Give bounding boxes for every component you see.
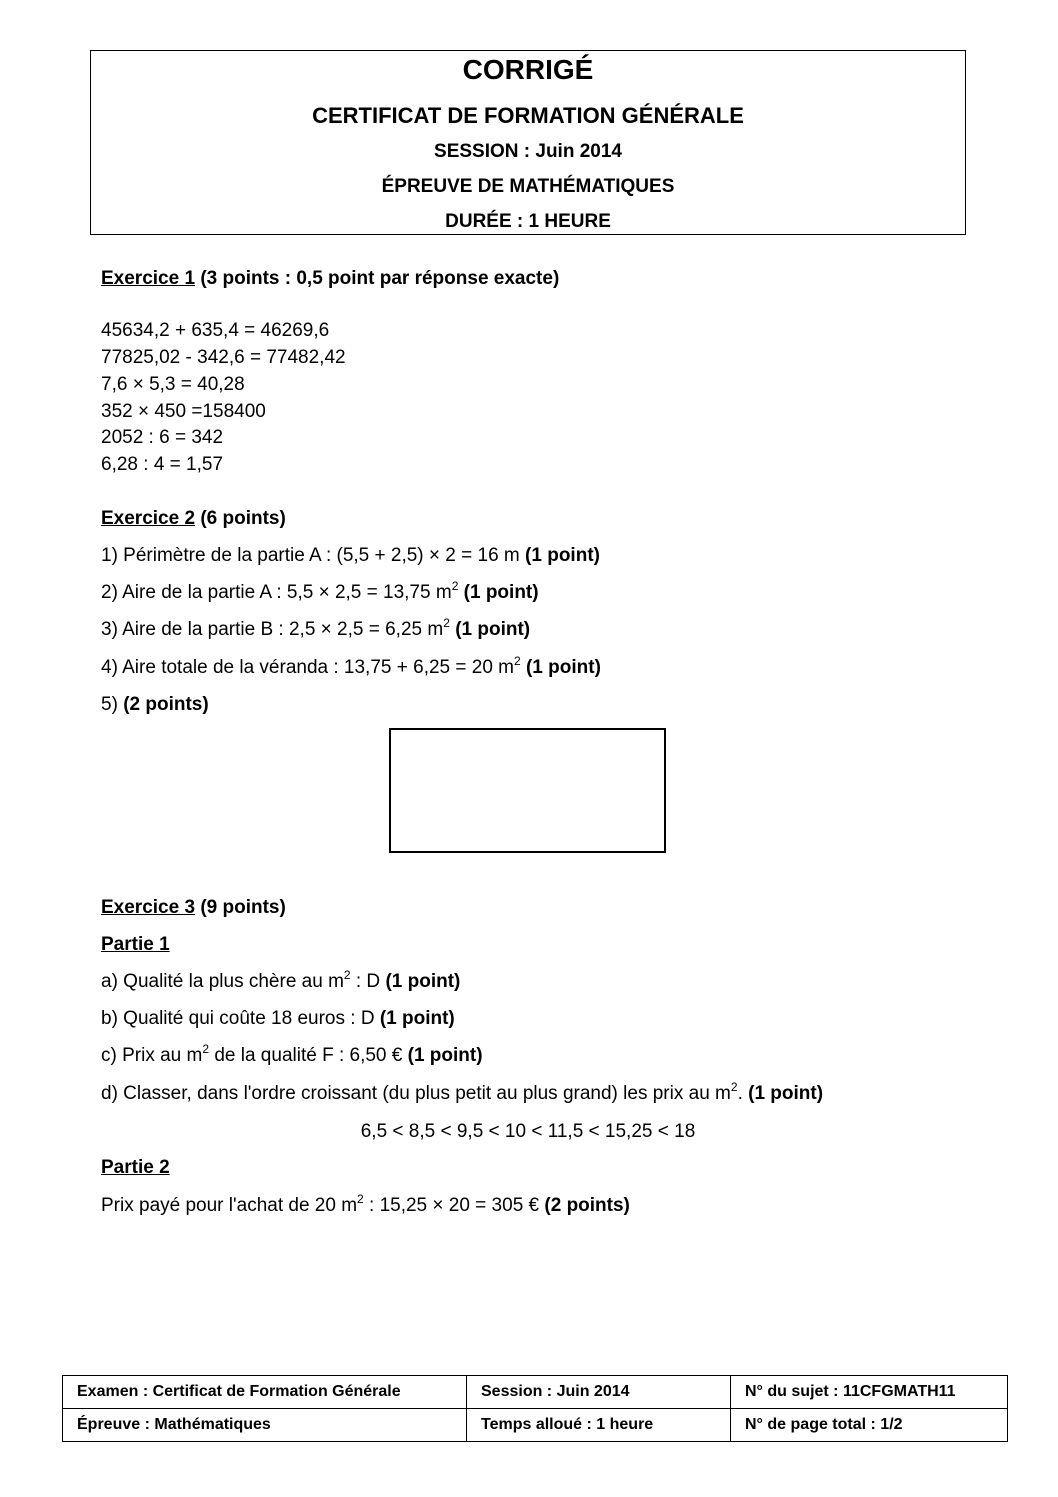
ex3-b-points: (1 point) bbox=[379, 1008, 455, 1029]
ex3-p2 bbox=[101, 1192, 630, 1217]
ex3-p2-points: (2 points) bbox=[544, 1195, 630, 1216]
ex3-c-sup: 2 bbox=[202, 1042, 210, 1056]
ex2-q1-text: 1) Périmètre de la partie A : (5,5 + 2,5) × 2 = 16 m bbox=[101, 545, 520, 566]
ex3-c bbox=[101, 1042, 483, 1067]
ex2-q3-sup: 2 bbox=[443, 616, 450, 630]
ex3-c-pre: c) Prix au m bbox=[101, 1045, 203, 1066]
duree-label: DURÉE : 1 HEURE bbox=[445, 211, 611, 232]
ex2-q2-points: (1 point) bbox=[463, 582, 539, 603]
page-title: CORRIGÉ bbox=[462, 54, 594, 85]
ex3-title: Exercice 3 bbox=[101, 897, 196, 918]
ex1-line-1: 45634,2 + 635,4 = 46269,6 bbox=[101, 320, 330, 341]
ex3-order: 6,5 < 8,5 < 9,5 < 10 < 11,5 < 15,25 < 18 bbox=[360, 1121, 696, 1142]
certificate-title: CERTIFICAT DE FORMATION GÉNÉRALE bbox=[312, 103, 744, 128]
ex2-q4-text: 4) Aire totale de la véranda : 13,75 + 6,25 = 20 m bbox=[101, 657, 514, 678]
ex3-d bbox=[101, 1080, 824, 1105]
footer-examen: Examen : Certificat de Formation Générale bbox=[63, 1376, 467, 1409]
ex2-q2-text: 2) Aire de la partie A : 5,5 × 2,5 = 13,75 m bbox=[101, 582, 452, 603]
rectangle-drawing bbox=[389, 728, 666, 853]
ex2-q1-points: (1 point) bbox=[525, 545, 600, 566]
ex3-d-post: . bbox=[737, 1083, 743, 1104]
ex1-line-3: 7,6 × 5,3 = 40,28 bbox=[101, 374, 245, 395]
ex3-heading bbox=[101, 897, 286, 919]
session-label: SESSION : Juin 2014 bbox=[434, 141, 622, 162]
ex1-heading bbox=[101, 268, 559, 290]
footer-session: Session : Juin 2014 bbox=[467, 1376, 731, 1409]
footer-sujet: N° du sujet : 11CFGMATH11 bbox=[731, 1376, 1008, 1409]
ex3-b-text: b) Qualité qui coûte 18 euros : D bbox=[101, 1008, 375, 1029]
footer-row-2 bbox=[63, 1409, 1008, 1442]
ex1-line-6: 6,28 : 4 = 1,57 bbox=[101, 454, 224, 475]
ex2-q2 bbox=[101, 579, 539, 604]
footer-table bbox=[62, 1375, 1008, 1442]
ex3-p2-pre: Prix payé pour l'achat de 20 m bbox=[101, 1195, 358, 1216]
ex1-title: Exercice 1 bbox=[101, 268, 196, 289]
ex3-d-sup: 2 bbox=[730, 1080, 738, 1094]
ex3-d-points: (1 point) bbox=[748, 1083, 824, 1104]
ex2-title: Exercice 2 bbox=[101, 508, 196, 529]
ex3-points: (9 points) bbox=[200, 897, 286, 918]
ex3-c-post: de la qualité F : 6,50 € bbox=[209, 1045, 403, 1066]
ex1-line-2: 77825,02 - 342,6 = 77482,42 bbox=[101, 347, 346, 368]
ex2-q5 bbox=[101, 694, 209, 716]
footer-page: N° de page total : 1/2 bbox=[731, 1409, 1008, 1442]
footer-epreuve: Épreuve : Mathématiques bbox=[63, 1409, 467, 1442]
footer-temps: Temps alloué : 1 heure bbox=[467, 1409, 731, 1442]
ex2-points: (6 points) bbox=[200, 508, 286, 529]
ex3-a-points: (1 point) bbox=[385, 971, 461, 992]
ex3-partie2-heading bbox=[101, 1157, 170, 1179]
ex2-q3-points: (1 point) bbox=[455, 619, 531, 640]
ex2-q5-points: (2 points) bbox=[123, 694, 209, 715]
footer-row-1 bbox=[63, 1376, 1008, 1409]
ex2-q2-sup: 2 bbox=[451, 579, 459, 593]
ex2-q5-text: 5) bbox=[101, 694, 118, 715]
ex3-d-pre: d) Classer, dans l'ordre croissant (du plus petit au plus grand) les prix au m bbox=[101, 1083, 731, 1104]
ex2-q4-points: (1 point) bbox=[525, 657, 601, 678]
ex3-partie1: Partie 1 bbox=[101, 934, 170, 955]
ex3-p2-sup: 2 bbox=[357, 1192, 364, 1206]
ex2-q3-text: 3) Aire de la partie B : 2,5 × 2,5 = 6,25 m bbox=[101, 619, 444, 640]
ex3-partie2: Partie 2 bbox=[101, 1157, 170, 1178]
ex1-line-4: 352 × 450 =158400 bbox=[101, 401, 266, 422]
ex2-q4 bbox=[101, 654, 601, 679]
ex3-a-pre: a) Qualité la plus chère au m bbox=[101, 971, 344, 992]
ex3-b bbox=[101, 1008, 455, 1030]
ex3-a-post: : D bbox=[350, 971, 381, 992]
header-box bbox=[90, 50, 966, 235]
ex2-heading bbox=[101, 508, 286, 530]
ex2-q4-sup: 2 bbox=[514, 654, 521, 668]
ex2-q1 bbox=[101, 545, 600, 567]
ex1-points: (3 points : 0,5 point par réponse exacte) bbox=[200, 268, 560, 289]
ex3-p2-post: : 15,25 × 20 = 305 € bbox=[363, 1195, 540, 1216]
ex3-partie1-heading bbox=[101, 934, 170, 956]
ex1-line-5: 2052 : 6 = 342 bbox=[101, 427, 224, 448]
epreuve-label: ÉPREUVE DE MATHÉMATIQUES bbox=[381, 176, 675, 197]
ex2-q3 bbox=[101, 616, 531, 641]
ex3-a bbox=[101, 968, 461, 993]
ex3-c-points: (1 point) bbox=[407, 1045, 483, 1066]
ex3-a-sup: 2 bbox=[343, 968, 351, 982]
